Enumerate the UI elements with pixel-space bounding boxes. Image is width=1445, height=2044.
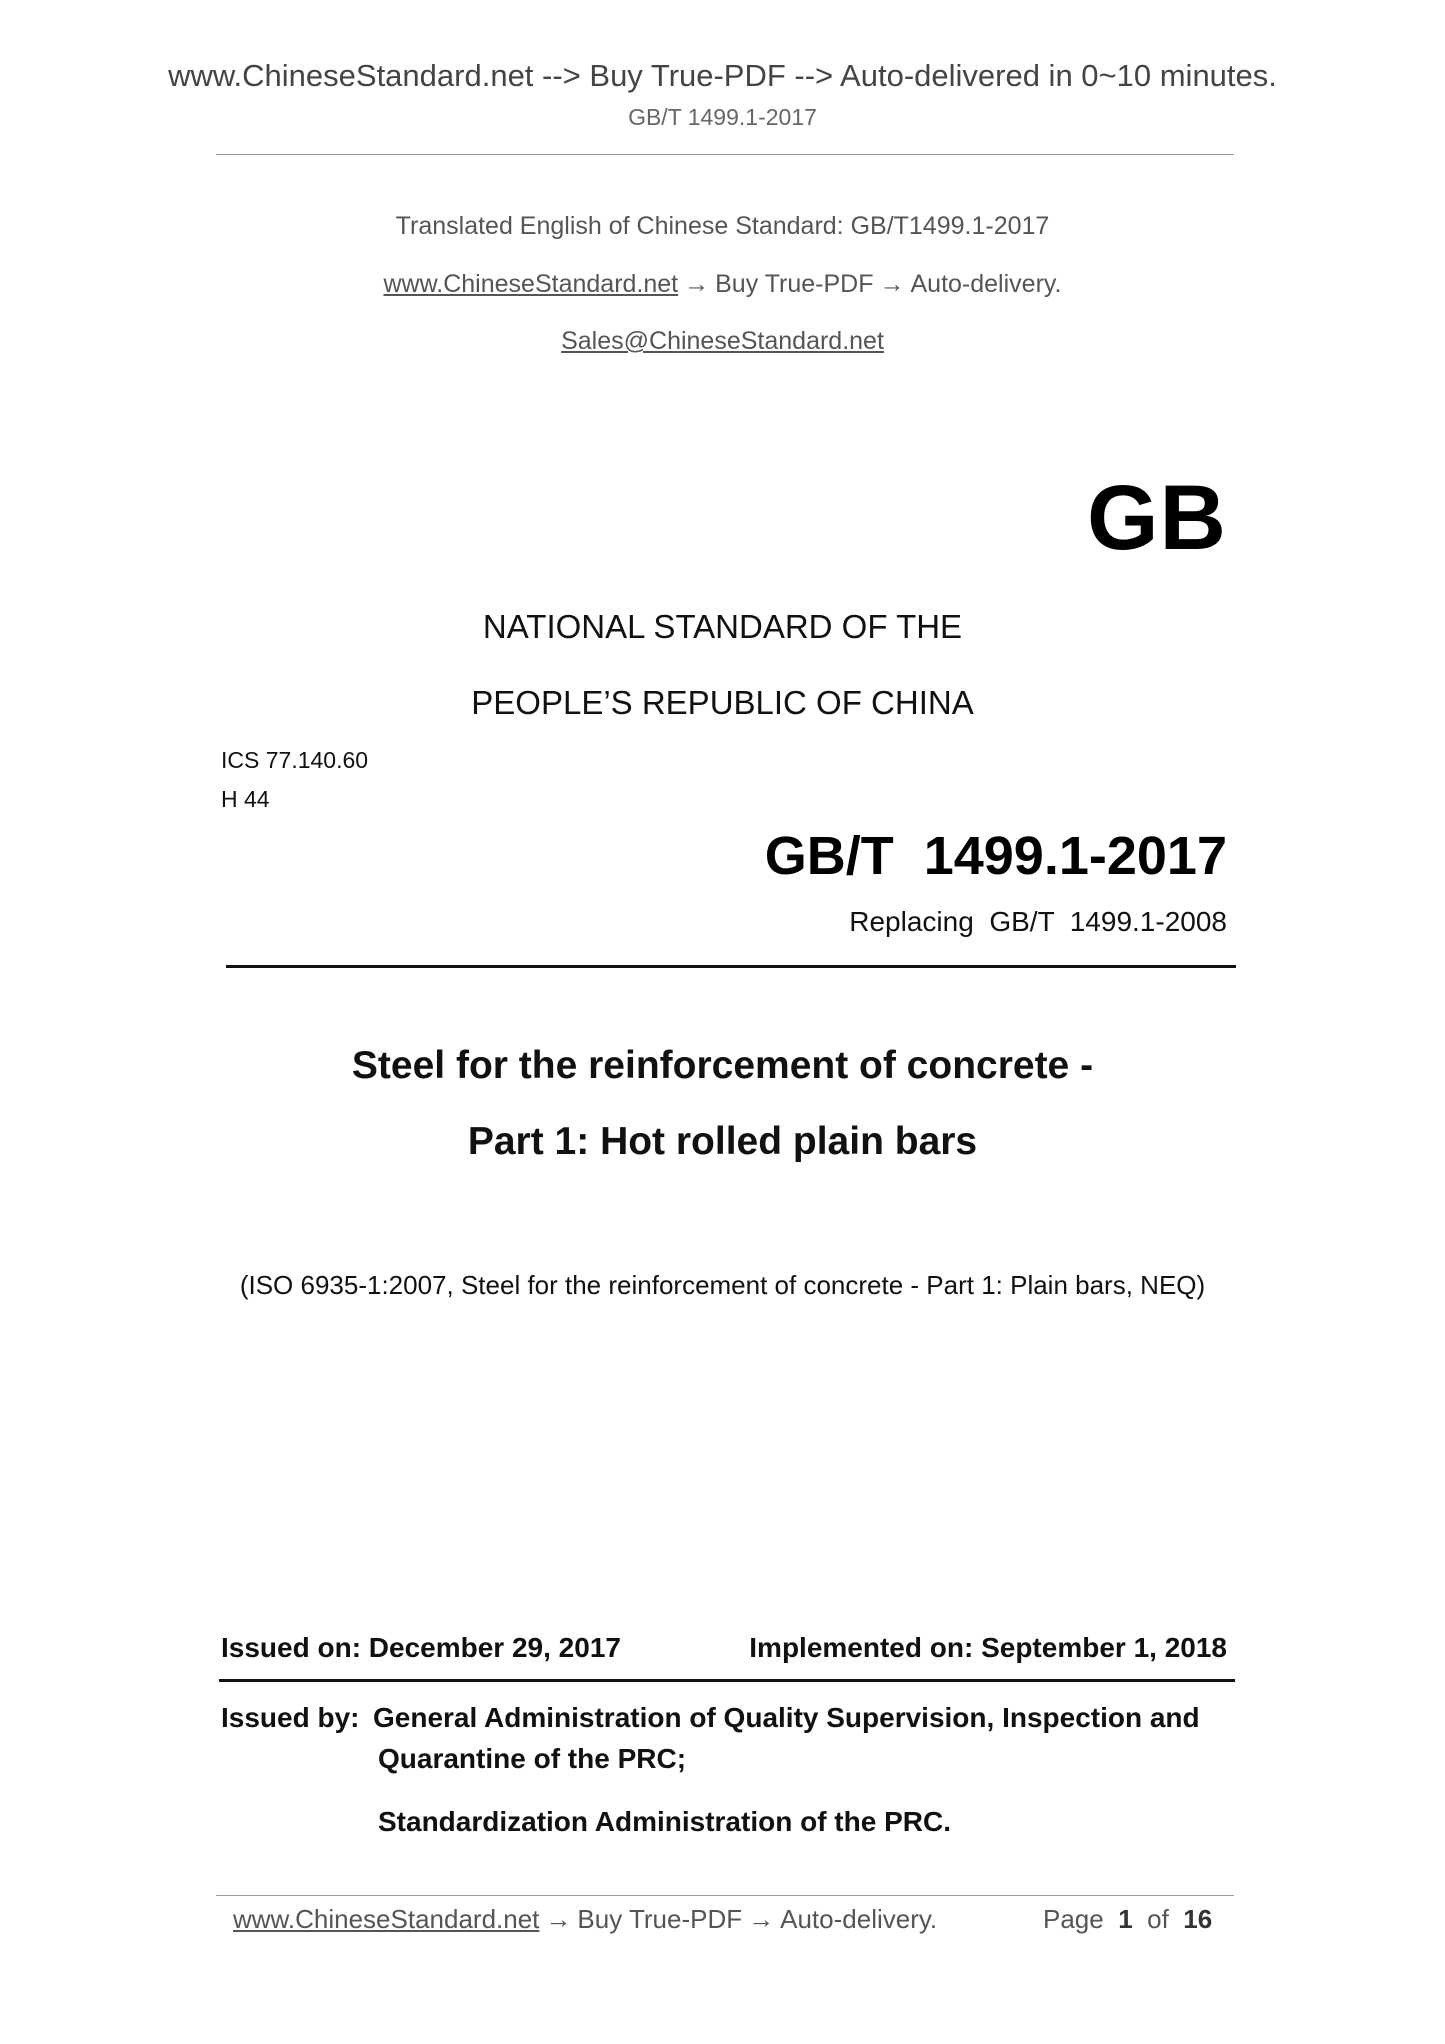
buy-text: Buy True-PDF (715, 270, 874, 298)
purchase-line (0, 270, 1445, 299)
national-standard-line1: NATIONAL STANDARD OF THE (482, 608, 963, 645)
gb-mark: GB (1087, 467, 1227, 569)
page-current: 1 (1118, 1904, 1133, 1934)
issuing-organization-1: General Administration of Quality Supervision, Inspection and (373, 1702, 1200, 1733)
arrow-right-icon: → (545, 1904, 572, 1934)
arrow-right-icon: → (879, 270, 905, 298)
page-total: 16 (1183, 1904, 1213, 1934)
issuing-organization-2: Standardization Administration of the PRC. (378, 1806, 951, 1837)
email-line (0, 327, 1445, 356)
sales-email-link[interactable]: Sales@ChineseStandard.net (561, 327, 884, 355)
standard-number: GB/T 1499.1-2017 (764, 826, 1227, 886)
issued-on-date: Issued on: December 29, 2017 (221, 1632, 621, 1663)
header-divider (216, 154, 1234, 155)
top-banner[interactable]: www.ChineseStandard.net --> Buy True-PDF --> Auto-delivered in 0~10 minutes. (168, 58, 1277, 93)
issued-by-label: Issued by: (221, 1702, 360, 1733)
footer-auto-delivery-text: Auto-delivery. (780, 1904, 938, 1934)
footer-purchase-line (233, 1904, 937, 1935)
dates-divider (219, 1679, 1235, 1682)
arrow-right-icon: → (684, 270, 710, 298)
title-divider (226, 965, 1236, 968)
h-code: H 44 (221, 786, 270, 812)
document-title-line1: Steel for the reinforcement of concrete - (351, 1044, 1094, 1087)
of-word: of (1147, 1904, 1169, 1934)
translated-line: Translated English of Chinese Standard: GB/T1499.1-2017 (395, 212, 1050, 240)
footer-site-link[interactable]: www.ChineseStandard.net (233, 1904, 540, 1934)
page-word: Page (1043, 1904, 1104, 1934)
footer-buy-text: Buy True-PDF (577, 1904, 743, 1934)
replacing-standard: Replacing GB/T 1499.1-2008 (849, 906, 1227, 937)
site-link[interactable]: www.ChineseStandard.net (383, 270, 679, 298)
implemented-on-date: Implemented on: September 1, 2018 (749, 1632, 1227, 1663)
iso-reference: (ISO 6935-1:2007, Steel for the reinforcement of concrete - Part 1: Plain bars, NEQ) (239, 1270, 1206, 1300)
national-standard-line2: PEOPLE’S REPUBLIC OF CHINA (471, 684, 974, 721)
document-title-line2: Part 1: Hot rolled plain bars (467, 1120, 978, 1163)
header-standard-code: GB/T 1499.1-2017 (628, 104, 817, 130)
arrow-right-icon: → (748, 1904, 775, 1934)
ics-code: ICS 77.140.60 (221, 747, 369, 773)
footer-divider (216, 1895, 1234, 1896)
auto-delivery-text: Auto-delivery. (910, 270, 1062, 298)
issuing-organization-1-cont: Quarantine of the PRC; (378, 1743, 687, 1774)
page-indicator (1043, 1904, 1212, 1935)
